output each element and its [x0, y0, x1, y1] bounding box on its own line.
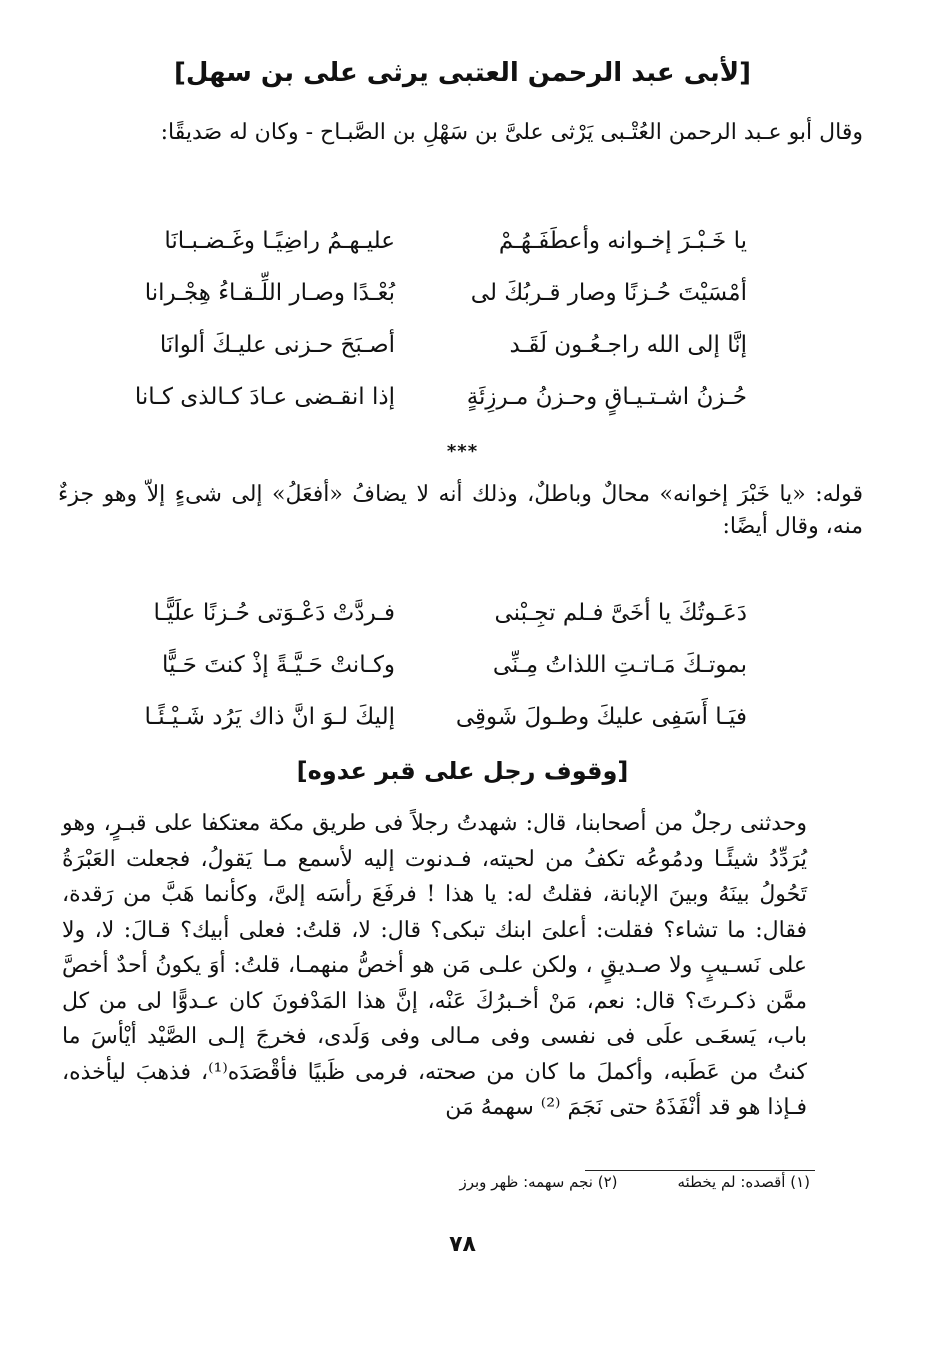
verse-second-hemistich: فـردَّتْ دَعْـوَتى حُـزنًا علَيًّـا: [153, 600, 395, 626]
poem-block-1: [95, 215, 747, 423]
section-title-elegy: [لأبى عبد الرحمن العتبى يرثى على بن سهل]: [173, 58, 752, 88]
verse-second-hemistich: وكـانتْ حَـيَّـةً إذْ كنتَ حَـيًّا: [161, 652, 395, 678]
verse-line: [95, 319, 747, 371]
verse-line: [95, 371, 747, 423]
story-paragraph: [62, 806, 807, 1126]
verse-line: [95, 639, 747, 691]
verse-second-hemistich: بُعْـدًا وصـار اللِّـقـاءُ هِجْـرانا: [144, 280, 395, 306]
section-separator: ***: [446, 441, 479, 462]
verse-second-hemistich: إذا انقـضى عـادَ كـالذى كـانا: [134, 384, 395, 410]
verse-first-hemistich: بموتـكَ مَـاتـتِ اللذاتُ مِـنِّى: [492, 652, 747, 678]
poem-block-2: [95, 587, 747, 743]
section-title-grave: [وقوف رجل على قبر عدوه]: [296, 757, 629, 785]
intro-paragraph-1: وقال أبو عـبد الرحمن العُتْـبى يَرْثى علىَّ بن سَهْلِ بن الصَّبـاح - وكان له صَديقًا:: [160, 120, 863, 145]
verse-first-hemistich: فيَـا أَسَفِى عليكَ وطـولَ شَوقِى: [455, 704, 747, 730]
footnote-1: (١) أقصده: لم يخطئه: [677, 1173, 810, 1191]
verse-line: [95, 215, 747, 267]
intro-paragraph-2: قوله: «يا خَبْرَ إخوانه» محالٌ وباطلٌ، وذلك أنه لا يضافُ «أفعَلُ» إلى شىءٍ إلاّ وهو جزءٌ منه، وقال أيضًا:: [58, 482, 863, 539]
verse-second-hemistich: إليكَ لـوَ انَّ ذاك يَرُد شَـيْـئًـا: [144, 704, 395, 730]
verse-second-hemistich: عليـهـمُ راضِيًـا وغَـضـبـانَا: [164, 228, 395, 254]
verse-first-hemistich: أمْسَيْتَ حُـزنًا وصار قـربُكَ لى: [470, 280, 747, 306]
verse-second-hemistich: أصـبَحَ حـزنى عليـكَ ألوانَا: [159, 332, 395, 358]
footnote-2: (٢) نجم سهمه: ظهر وبرز: [459, 1173, 618, 1191]
verse-first-hemistich: إنَّا إلى الله راجـعُـون لَقَـد: [509, 332, 747, 358]
page-number: ٧٨: [449, 1232, 476, 1257]
footnote-divider: [585, 1170, 815, 1171]
verse-first-hemistich: يا خَـبْـرَ إخـوانه وأعطَفَـهُـمْ: [498, 228, 747, 254]
footnotes: [390, 1172, 810, 1192]
verse-first-hemistich: دَعَـوتُكَ يا أخَىَّ فـلم تجِـبْنى: [494, 600, 747, 626]
verse-first-hemistich: حُـزنُ اشـتـيـاقٍ وحـزنُ مـرزِئَةٍ: [466, 384, 747, 410]
verse-line: [95, 691, 747, 743]
verse-line: [95, 267, 747, 319]
story-text: وحدثنى رجلٌ من أصحابنا، قال: شهدتُ رجلاً فى طريق مكة معتكفا على قبـرٍ، وهو يُرَدِّدُ شيئًـا ودمُوعُه تكفُ من لحيته، فـدنوت إليه لأسمع مـا يَقولُ، فجعلت العَبْرَةُ تَحُولُ بينَهُ وبينَ الإبانة، فقلتُ له: يا هذا ! فرفَعَ رأسَه إلىَّ، وكأنما هَبَّ من رَقدة، فقال: ما تشاء؟ فقلت: أعلىَ ابنك تبكى؟ قال: لا، قلتُ: فعلى أبيك؟ قـالَ: لا، ولا على نَسـيبٍ ولا صـديقٍ ، ولكن علـى مَن هو أخصُّ منهمـا، قلتُ: أوَ يكونُ أحدٌ أخصَّ ممَّن ذكـرتَ؟ قال: نعم، مَنْ أخـبرُكَ عَنْه، إنَّ هذا المَدْفونَ كان عـدوًّا لى من كل باب، يَسعَـى علَى فى نفسى وفى مـالى وفى وَلَدى، فخرجَ إلـى الصَّيْد أيْأسَ ما كنتُ من عَطَبه، وأكملَ ما كان من صحته، فرمى ظَبيًا فأقْصَدَه⁽¹⁾، فذهبَ ليأخذه، فـإذا هو قد أنْفَذَهُ حتى نَجَمَ ⁽²⁾ سهمهُ مَن: [62, 811, 807, 1120]
verse-line: [95, 587, 747, 639]
